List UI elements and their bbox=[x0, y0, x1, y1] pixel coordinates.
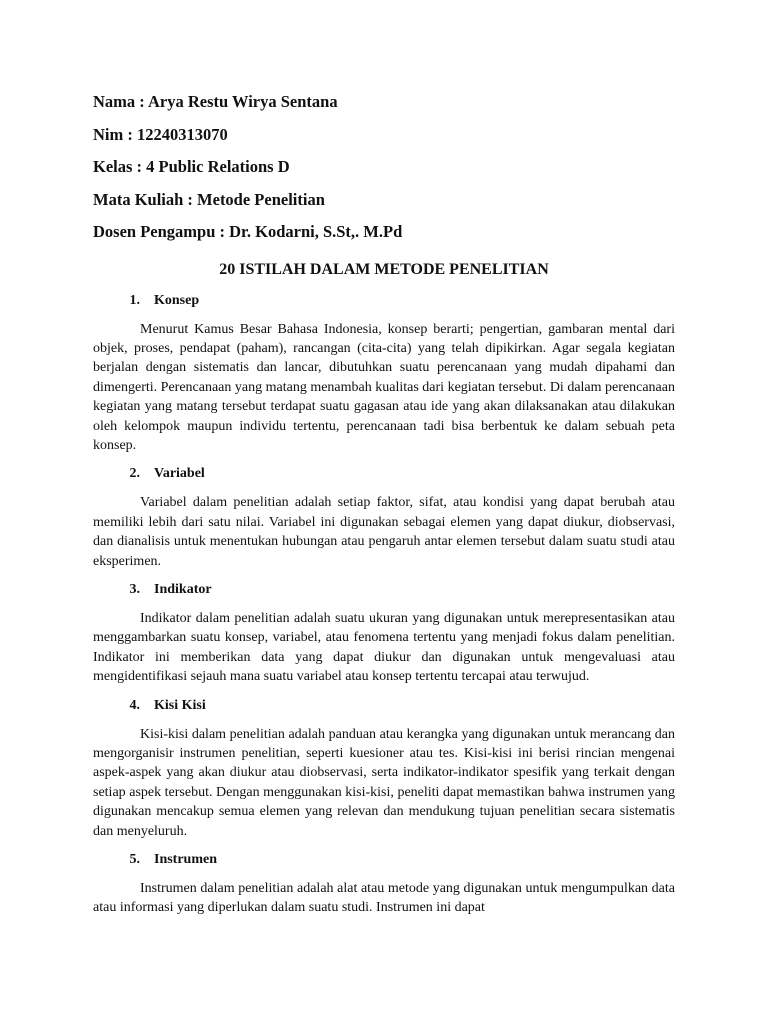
document-page bbox=[93, 86, 675, 918]
term-name: Variabel bbox=[154, 466, 205, 482]
term-name: Konsep bbox=[154, 292, 200, 308]
term-heading bbox=[93, 697, 675, 715]
term-definition: Kisi-kisi dalam penelitian adalah panduan atau kerangka yang digunakan untuk merancang dan mengorganisir instrumen penelitian, seperti kuesioner atau tes. Kisi-kisi ini berisi rincian mengenai aspek-aspek yang akan diukur atau diobservasi, serta indikator-indikator spesifik yang terkait dengan setiap aspek tersebut. Dengan menggunakan kisi-kisi, peneliti dapat memastikan bahwa instrumen yang digunakan mencakup semua elemen yang relevan dan mendukung tujuan penelitian secara sistematis dan menyeluruh. bbox=[93, 726, 675, 839]
term-name: Instrumen bbox=[154, 852, 218, 868]
term-number: 4. bbox=[129, 697, 140, 713]
term-number: 1. bbox=[129, 292, 140, 308]
term-definition: Menurut Kamus Besar Bahasa Indonesia, konsep berarti; pengertian, gambaran mental dari objek, proses, pendapat (paham), rancangan (cita-cita) yang telah dipikirkan. Agar segala kegiatan berjalan dengan sistematis dan lancar, dibutuhkan suatu perencanaan yang mudah dipahami dan dimengerti. Perencanaan yang matang menambah kualitas dari kegiatan tersebut. Di dalam perencanaan kegiatan yang matang tersebut terdapat suatu gagasan atau ide yang akan dilaksanakan atau dilakukan oleh kelompok maupun individu tertentu, perencanaan tadi bisa berbentuk ke dalam sebuah peta konsep. bbox=[93, 321, 675, 453]
lecturer-name: Dosen Pengampu : Dr. Kodarni, S.St,. M.Pd bbox=[93, 222, 403, 241]
term-definition: Indikator dalam penelitian adalah suatu ukuran yang digunakan untuk merepresentasikan atau menggambarkan suatu konsep, variabel, atau fenomena tertentu yang menjadi fokus dalam penelitian. Indikator ini memberikan data yang dapat diukur dan digunakan untuk mengevaluasi atau mengidentifikasi sejauh mana suatu variabel atau konsep tertentu tercapai atau terwujud. bbox=[93, 610, 675, 685]
term-heading bbox=[93, 581, 675, 599]
document-title: 20 ISTILAH DALAM METODE PENELITIAN bbox=[219, 260, 549, 278]
student-class: Kelas : 4 Public Relations D bbox=[93, 157, 290, 176]
course-name: Mata Kuliah : Metode Penelitian bbox=[93, 189, 325, 209]
term-item bbox=[93, 697, 675, 841]
term-name: Indikator bbox=[154, 581, 212, 597]
term-heading bbox=[93, 292, 675, 310]
term-name: Kisi Kisi bbox=[154, 697, 206, 713]
term-item bbox=[93, 292, 675, 456]
term-heading bbox=[93, 851, 675, 869]
student-name: Nama : Arya Restu Wirya Sentana bbox=[93, 92, 338, 111]
term-number: 3. bbox=[129, 581, 140, 597]
term-definition: Variabel dalam penelitian adalah setiap faktor, sifat, atau kondisi yang dapat berubah atau memiliki lebih dari satu nilai. Variabel ini digunakan sebagai elemen yang dapat diukur, diobservasi, dan dianalisis untuk menentukan hubungan atau pengaruh antar elemen tersebut dalam suatu studi atau eksperimen. bbox=[93, 495, 675, 569]
term-item bbox=[93, 465, 675, 571]
term-definition: Instrumen dalam penelitian adalah alat atau metode yang digunakan untuk mengumpulkan data atau informasi yang diperlukan dalam suatu studi. Instrumen ini dapat bbox=[93, 881, 675, 916]
term-item bbox=[93, 581, 675, 687]
term-item bbox=[93, 851, 675, 918]
term-heading bbox=[93, 465, 675, 483]
term-number: 2. bbox=[129, 466, 140, 482]
student-nim: Nim : 12240313070 bbox=[93, 124, 228, 144]
term-number: 5. bbox=[129, 852, 140, 868]
